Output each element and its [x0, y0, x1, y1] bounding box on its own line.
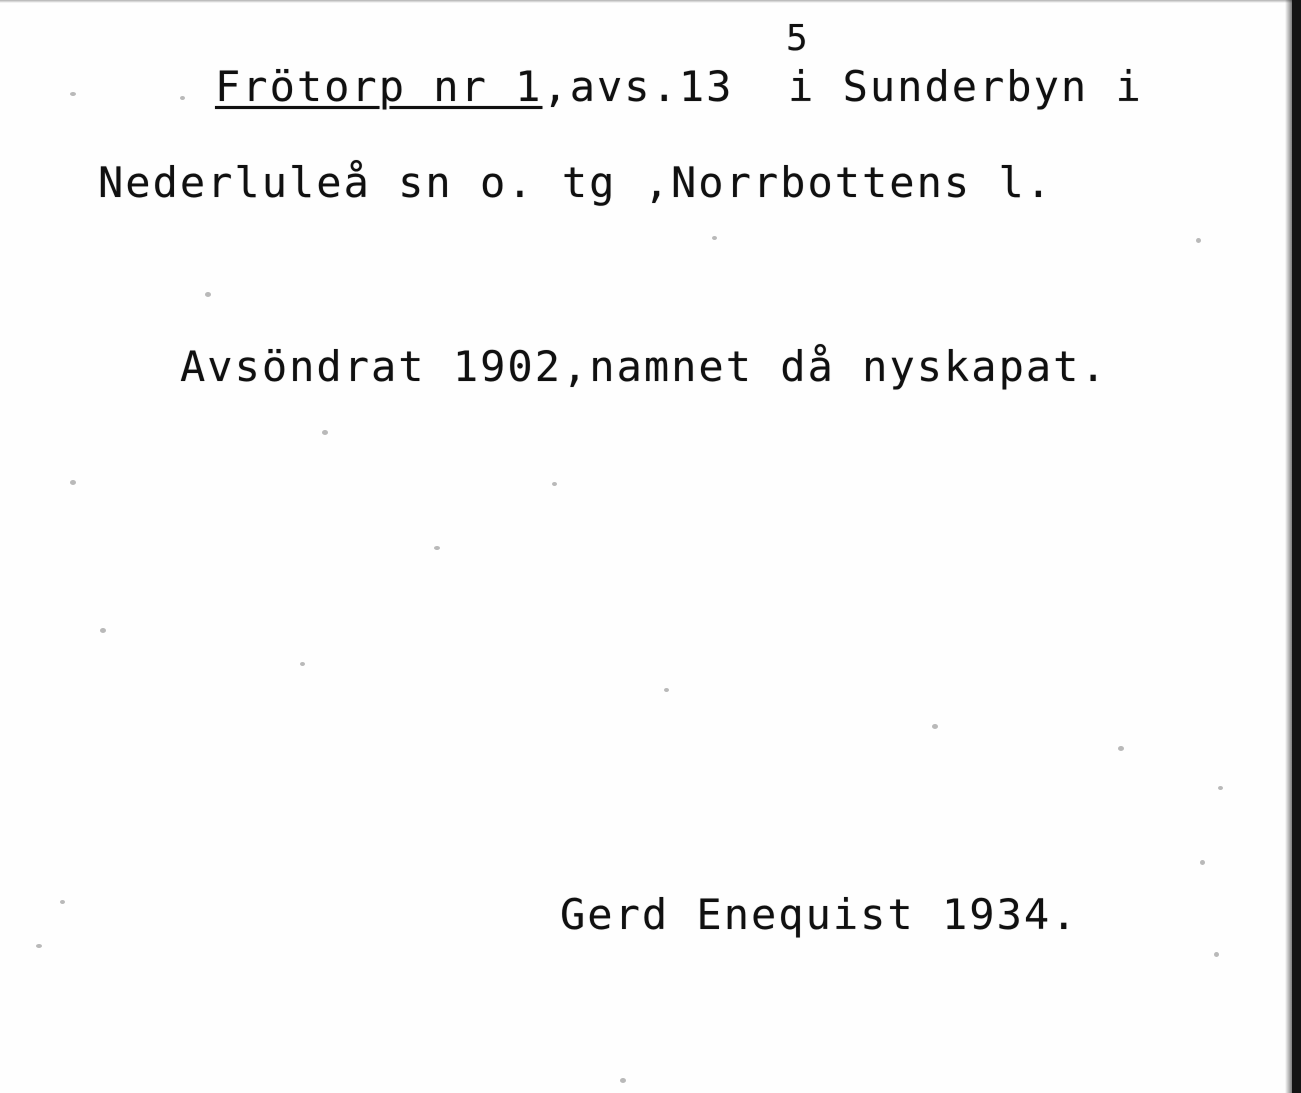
paper-speck — [100, 628, 106, 633]
paper-speck — [620, 1078, 626, 1083]
paper-speck — [712, 236, 717, 240]
headword-line — [215, 62, 1143, 111]
headword-underlined: Frötorp nr 1 — [215, 62, 543, 111]
headword-rest: ,avs.13 i Sunderbyn i — [542, 62, 1143, 111]
paper-speck — [36, 944, 42, 948]
parish-line: Nederluleå sn o. tg ,Norrbottens l. — [98, 158, 1054, 207]
paper-speck — [552, 482, 557, 486]
paper-speck — [434, 546, 440, 550]
paper-speck — [70, 92, 76, 96]
note-line: Avsöndrat 1902,namnet då nyskapat. — [180, 342, 1108, 391]
paper-speck — [300, 662, 305, 666]
paper-speck — [180, 96, 185, 100]
paper-speck — [70, 480, 76, 485]
card-right-edge-band — [1292, 0, 1301, 1093]
card-top-edge-shadow — [0, 0, 1301, 3]
paper-speck — [205, 292, 211, 297]
paper-speck — [1118, 746, 1124, 751]
card-right-edge-gradient — [1285, 0, 1292, 1093]
paper-speck — [1200, 860, 1205, 865]
paper-speck — [1214, 952, 1219, 957]
paper-speck — [60, 900, 65, 904]
paper-speck — [932, 724, 938, 729]
paper-speck — [322, 430, 328, 435]
paper-speck — [1196, 238, 1201, 243]
paper-speck — [1218, 786, 1223, 790]
signature-line: Gerd Enequist 1934. — [560, 890, 1079, 939]
paper-speck — [664, 688, 669, 692]
page-number: 5 — [786, 18, 810, 59]
